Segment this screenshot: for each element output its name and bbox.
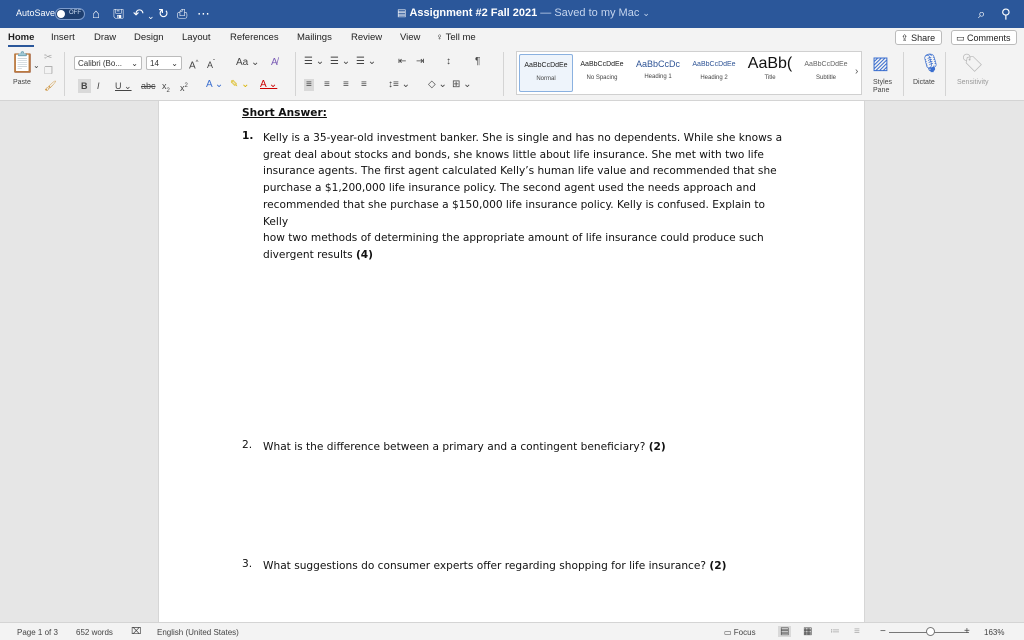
style-title[interactable]	[743, 54, 797, 92]
sensitivity-icon[interactable]: 🏷	[961, 53, 984, 73]
tell-me[interactable]	[436, 32, 476, 43]
comments-button[interactable]	[951, 30, 1017, 45]
bold-button[interactable]: B	[78, 79, 91, 93]
font-size-select[interactable]	[146, 56, 182, 70]
tab-insert[interactable]: Insert	[51, 32, 75, 43]
comments-label: Comments	[967, 33, 1011, 43]
styles-gallery	[516, 51, 862, 95]
undo-icon[interactable]: ↶	[133, 6, 144, 21]
title-chevron-icon[interactable]: ⌄	[642, 8, 650, 18]
language[interactable]: English (United States)	[157, 628, 239, 637]
question-marks: (2)	[648, 441, 666, 453]
align-center-icon[interactable]: ≡	[324, 79, 330, 90]
style-name: Heading 2	[700, 75, 728, 81]
style-heading-1[interactable]	[631, 54, 685, 92]
style-sample: AaBbCcDdEe	[580, 61, 624, 68]
underline-button[interactable]: U ⌄	[115, 81, 132, 91]
superscript-button[interactable]: $x^2$	[180, 83, 188, 93]
question-marks: (4)	[355, 248, 374, 261]
autosave-label: AutoSave	[16, 8, 56, 18]
font-size-value: 14	[150, 59, 159, 68]
share-icon: ⇪	[901, 33, 909, 43]
zoom-out-icon[interactable]: −	[880, 626, 886, 637]
question-3-text	[263, 558, 783, 575]
separator	[503, 52, 504, 96]
microphone-icon[interactable]: 🎙	[919, 53, 942, 73]
zoom-slider-thumb[interactable]	[926, 627, 935, 636]
paste-dropdown-icon[interactable]: ⌄	[33, 61, 40, 70]
question-line: divergent results	[263, 248, 353, 261]
dictate-label: Dictate	[913, 79, 935, 86]
ribbon-tabs	[0, 28, 1024, 48]
page-count[interactable]: Page 1 of 3	[17, 628, 58, 637]
style-name: Normal	[536, 76, 556, 82]
zoom-in-icon[interactable]: +	[964, 626, 970, 637]
italic-button[interactable]: I	[97, 81, 100, 91]
tab-home[interactable]: Home	[8, 32, 35, 43]
question-number: 3.	[242, 558, 253, 570]
style-name: No Spacing	[586, 75, 618, 81]
focus-icon: ▭	[724, 628, 732, 637]
subscript-button[interactable]: $x_2$	[162, 81, 170, 94]
line-spacing-icon[interactable]: ↕≡ ⌄	[388, 79, 410, 90]
question-1-text	[263, 130, 783, 264]
home-icon[interactable]: ⌂	[92, 6, 100, 21]
paste-label: Paste	[13, 79, 31, 86]
share-label: Share	[911, 33, 936, 43]
borders-icon[interactable]: ⊞ ⌄	[452, 79, 472, 90]
save-status: — Saved to my Mac	[537, 7, 640, 19]
bullets-icon[interactable]: ☰ ⌄	[304, 56, 325, 67]
sensitivity-label: Sensitivity	[957, 79, 989, 86]
font-name-value: Calibri (Bo...	[78, 59, 123, 68]
word-count[interactable]: 652 words	[76, 628, 113, 637]
question-marks: (2)	[709, 560, 727, 572]
style-sample: AaBbCcDc	[635, 59, 680, 69]
separator	[903, 52, 904, 96]
paste-icon[interactable]: 📋	[10, 52, 35, 74]
zoom-level[interactable]: 163%	[984, 628, 1005, 637]
document-title	[397, 7, 650, 19]
styles-pane-label: Styles Pane	[873, 79, 893, 94]
focus-label: Focus	[733, 628, 756, 637]
question-line: insurance agents. The first agent calculated Kelly’s human life value and recommended that she	[263, 165, 777, 178]
tab-layout[interactable]: Layout	[182, 32, 211, 43]
style-heading-2[interactable]	[687, 54, 741, 92]
tab-design[interactable]: Design	[134, 32, 164, 43]
format-painter-icon[interactable]: 🖌	[44, 81, 57, 92]
highlight-icon[interactable]: ✎ ⌄	[230, 79, 250, 90]
font-name-select[interactable]	[74, 56, 142, 70]
title-bar	[0, 0, 1024, 28]
pilcrow-icon[interactable]: ¶	[475, 56, 481, 67]
style-name: Heading 1	[644, 74, 672, 80]
style-sample: AaBbCcDdEe	[692, 61, 736, 68]
multilevel-list-icon[interactable]: ☰ ⌄	[356, 56, 377, 67]
question-line: What suggestions do consumer experts offer regarding shopping for life insurance?	[263, 560, 707, 572]
style-no-spacing[interactable]	[575, 54, 629, 92]
separator	[64, 52, 65, 96]
style-sample: AaBbCcDdEe	[804, 61, 848, 68]
numbering-icon[interactable]: ☰ ⌄	[330, 56, 351, 67]
strikethrough-button[interactable]: abc	[141, 81, 156, 91]
style-normal[interactable]	[519, 54, 573, 92]
redo-icon[interactable]: ↻	[158, 6, 169, 21]
chevron-down-icon: ⌄	[171, 59, 178, 68]
copy-icon[interactable]: ❐	[44, 66, 53, 77]
save-icon[interactable]: 🖫	[113, 6, 125, 21]
autosave-state: OFF	[69, 10, 81, 16]
document-page[interactable]	[158, 101, 865, 622]
align-right-icon[interactable]: ≡	[343, 79, 349, 90]
change-case-icon[interactable]: Aa ⌄	[236, 57, 260, 68]
tab-draw[interactable]: Draw	[94, 32, 117, 43]
clear-formatting-icon[interactable]: A̸	[271, 57, 278, 68]
question-line: purchase a $1,200,000 life insurance policy. The second agent used the needs approach and	[263, 182, 756, 195]
tell-me-label: Tell me	[445, 32, 476, 43]
focus-button[interactable]	[724, 628, 756, 637]
tab-review[interactable]: Review	[351, 32, 383, 43]
font-color-icon[interactable]: A ⌄	[260, 79, 278, 90]
question-line: Kelly is a 35-year-old investment banker. She is single and has no dependents. While she knows a	[263, 132, 783, 144]
undo-dropdown-icon[interactable]: ⌄	[147, 11, 155, 21]
question-line-last	[263, 247, 783, 264]
separator	[295, 52, 296, 96]
question-number: 1.	[242, 130, 254, 142]
sort-icon[interactable]: ↕	[446, 56, 451, 67]
lightbulb-icon: ♀	[436, 32, 444, 43]
question-line: great deal about stocks and bonds, she knows little about life insurance. She met with two life	[263, 148, 764, 161]
tab-references[interactable]: References	[230, 32, 279, 43]
gallery-next-icon[interactable]: ›	[855, 66, 859, 77]
style-sample: AaBbCcDdEe	[524, 62, 568, 69]
question-line: how two methods of determining the appropriate amount of life insurance could produce such	[263, 232, 764, 245]
word-doc-icon: ▤	[397, 8, 407, 19]
style-subtitle[interactable]	[799, 54, 853, 92]
question-2-text	[263, 439, 783, 456]
cut-icon[interactable]: ✂	[44, 52, 53, 63]
toggle-knob	[57, 10, 65, 18]
question-number: 2.	[242, 439, 253, 451]
question-line: What is the difference between a primary and a contingent beneficiary?	[263, 441, 646, 453]
style-sample: AaBb(	[747, 55, 793, 72]
styles-pane-icon[interactable]: ▨	[872, 53, 890, 73]
shrink-font-icon[interactable]: $A^ˇ$	[207, 60, 216, 70]
web-layout-icon[interactable]: ▦	[803, 626, 813, 637]
outline-view-icon[interactable]: ≔	[830, 626, 840, 637]
align-left-icon[interactable]: ≡	[306, 79, 312, 90]
grow-font-icon[interactable]: A^	[189, 60, 199, 72]
print-layout-icon[interactable]: ▤	[780, 626, 790, 637]
justify-icon[interactable]: ≡	[361, 79, 367, 90]
style-name: Title	[764, 75, 776, 81]
print-icon[interactable]: ⎙	[177, 6, 188, 21]
style-name: Subtitle	[815, 75, 836, 81]
document-name: Assignment #2 Fall 2021	[409, 7, 538, 19]
tab-view[interactable]: View	[400, 32, 421, 43]
autosave-toggle[interactable]	[55, 8, 85, 20]
comment-icon: ▭	[956, 33, 965, 43]
draft-view-icon[interactable]: ≡	[854, 626, 860, 637]
shading-icon[interactable]: ◇ ⌄	[428, 79, 447, 90]
increase-indent-icon[interactable]: ⇥	[416, 56, 425, 67]
status-bar	[0, 622, 1024, 640]
tab-mailings[interactable]: Mailings	[297, 32, 332, 43]
proofing-icon[interactable]: ⌧	[131, 626, 142, 636]
ribbon	[0, 48, 1024, 101]
account-icon[interactable]: ⚲	[1001, 6, 1011, 21]
share-button[interactable]	[895, 30, 942, 45]
document-area[interactable]	[0, 101, 1024, 622]
decrease-indent-icon[interactable]: ⇤	[398, 56, 407, 67]
question-line: recommended that she purchase a $150,000 life insurance policy. Kelly is confused. Explain to Kelly	[263, 198, 766, 228]
more-commands-icon[interactable]: ⋯	[197, 6, 210, 21]
search-icon[interactable]: ⌕	[978, 6, 986, 21]
chevron-down-icon: ⌄	[131, 59, 138, 68]
separator	[945, 52, 946, 96]
text-effects-icon[interactable]: A ⌄	[206, 79, 224, 90]
section-heading: Short Answer:	[242, 107, 327, 119]
